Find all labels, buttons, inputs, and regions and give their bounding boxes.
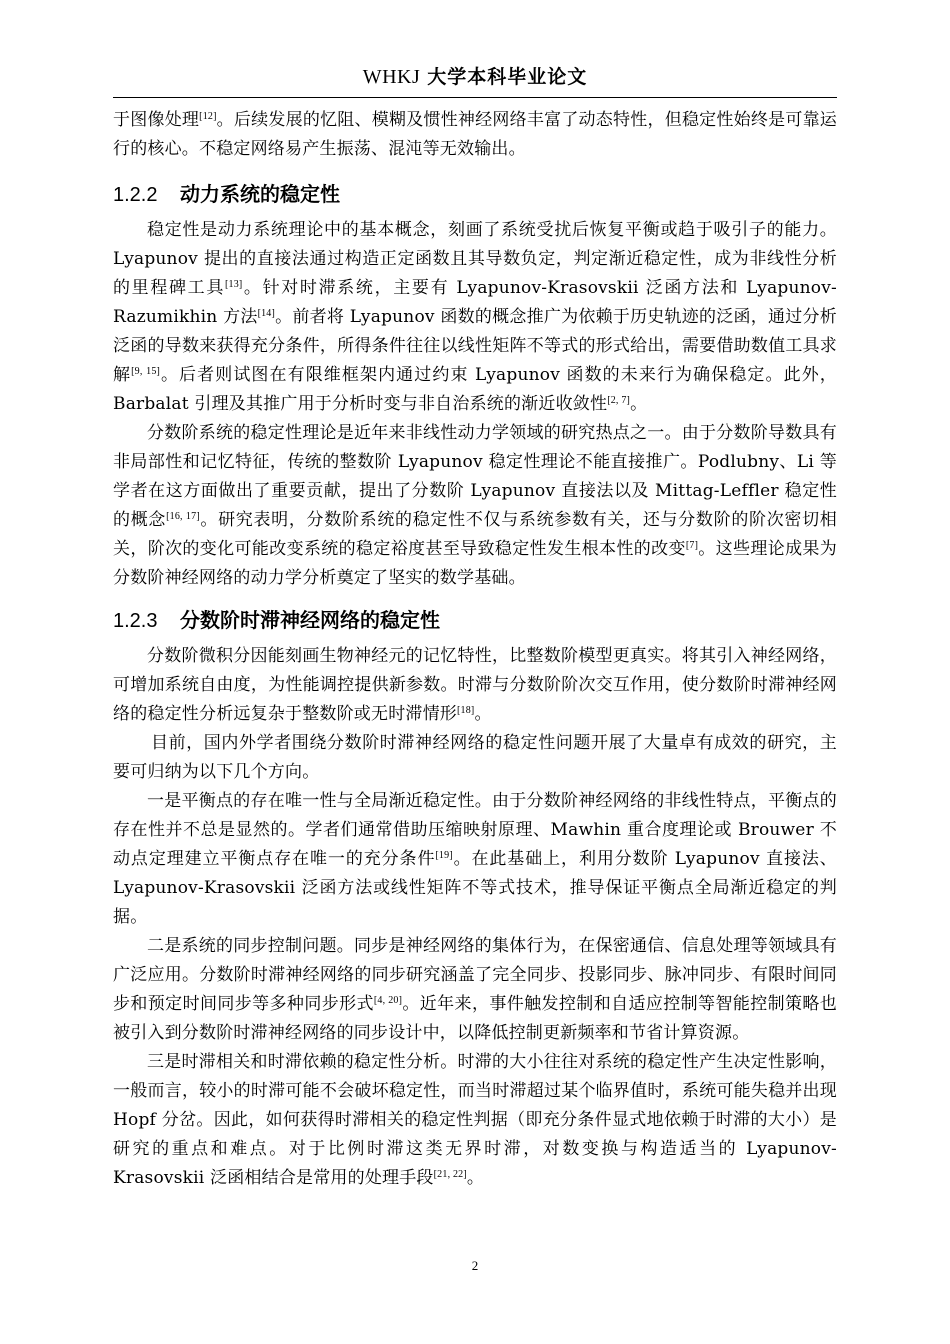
text-run: 分数阶微积分因能刻画生物神经元的记忆特性，比整数阶模型更真实。将其引入神经网络，可增加系统自由度，为性能调控提供新参数。时滞与分数阶阶次交互作用，使分数阶时滞神经网络的稳定性分析远复杂于整数阶或无时滞情形 [113,646,837,724]
header-title: 大学本科毕业论文 [427,66,588,88]
paragraph-fractional-calculus [113,642,837,729]
section-number: 1.2.3 [113,610,158,632]
text-run: 目前，国内外学者围绕分数阶时滞神经网络的稳定性问题开展了大量卓有成效的研究，主要可归纳为以下几个方向。 [113,733,837,782]
paragraph-stability-concept [113,216,837,419]
header-rule [113,97,837,98]
citation: [9, 15] [131,366,161,377]
paragraph-research-directions [113,729,837,787]
text-run: 。 [466,1168,485,1188]
text-run: 。研究表明，分数阶系统的稳定性不仅与系统参数有关，还与分数阶的阶次密切相关，阶次的变化可能改变系统的稳定裕度甚至导致稳定性发生根本性的改变 [113,510,838,559]
paragraph-direction-two [113,932,837,1048]
section-number: 1.2.2 [113,184,158,206]
text-run: 一是平衡点的存在唯一性与全局渐近稳定性。由于分数阶神经网络的非线性特点，平衡点的存在性并不总是显然的。学者们通常借助压缩映射原理、Mawhin 重合度理论或 Brouwer 不动点定理建立平衡点存在唯一的充分条件 [113,791,837,869]
section-heading-1-2-2 [113,179,837,210]
text-run: 。近年来，事件触发控制和自适应控制等智能控制策略也被引入到分数阶时滞神经网络的同步设计中，以降低控制更新频率和节省计算资源。 [113,994,838,1043]
text-run: 稳定性是动力系统理论中的基本概念，刻画了系统受扰后恢复平衡或趋于吸引子的能力。Lyapunov 提出的直接法通过构造正定函数且其导数负定，判定渐近稳定性，成为非线性分析的里程碑工具 [113,220,837,298]
header-latin: WHKJ [362,66,421,88]
citation: [21, 22] [433,1169,467,1180]
citation: [13] [225,279,243,290]
citation: [19] [435,850,453,861]
text-run: 。 [474,704,492,724]
paragraph-direction-one [113,787,837,932]
citation: [14] [257,308,276,319]
text-run: 。前者将 Lyapunov 函数的概念推广为依赖于历史轨迹的泛函，通过分析泛函的导数来获得充分条件，所得条件往往以线性矩阵不等式的形式给出，需要借助数值工具求解 [113,307,837,385]
running-header [113,64,837,90]
citation: [16, 17] [166,511,200,522]
citation: [2, 7] [607,395,631,406]
section-heading-1-2-3 [113,605,837,636]
text-run: 三是时滞相关和时滞依赖的稳定性分析。时滞的大小往往对系统的稳定性产生决定性影响，一般而言，较小的时滞可能不会破坏稳定性，而当时滞超过某个临界值时，系统可能失稳并出现 Hopf 分岔。因此，如何获得时滞相关的稳定性判据（即充分条件显式地依赖于时滞的大小）是研究的重点和难点。对于比例时滞这类无界时滞，对数变换与构造适当的 Lyapunov-Krasovskii 泛函相结合是常用的处理手段 [113,1052,837,1188]
text-run: 。后者则试图在有限维框架内通过约束 Lyapunov 函数的未来行为确保稳定。此外，Barbalat 引理及其推广用于分析时变与非自治系统的渐近收敛性 [113,365,838,414]
paragraph-direction-three [113,1048,837,1193]
citation: [18] [457,705,475,716]
citation: [4, 20] [373,995,403,1006]
citation: [12] [199,111,217,122]
text-run: 。这些理论成果为分数阶神经网络的动力学分析奠定了坚实的数学基础。 [113,539,837,588]
text-run: 于图像处理 [113,110,200,130]
text-run: 。在此基础上，利用分数阶 Lyapunov 直接法、Lyapunov-Krasovskii 泛函方法或线性矩阵不等式技术，推导保证平衡点全局渐近稳定的判据。 [113,849,837,927]
text-run: 二是系统的同步控制问题。同步是神经网络的集体行为，在保密通信、信息处理等领域具有广泛应用。分数阶时滞神经网络的同步研究涵盖了完全同步、投影同步、脉冲同步、有限时间同步和预定时间同步等多种同步形式 [113,936,837,1014]
text-run: 分数阶系统的稳定性理论是近年来非线性动力学领域的研究热点之一。由于分数阶导数具有非局部性和记忆特征，传统的整数阶 Lyapunov 稳定性理论不能直接推广。Podlubny、Li 等学者在这方面做出了重要贡献，提出了分数阶 Lyapunov 直接法以及 Mittag-Leffler 稳定性的概念 [113,423,837,530]
text-run: 。 [630,394,648,414]
body-text [113,106,837,1193]
page-number: 2 [471,1258,479,1273]
text-run: 。针对时滞系统，主要有 Lyapunov-Krasovskii 泛函方法和 Lyapunov-Razumikhin 方法 [113,278,837,327]
text-run: 。后续发展的忆阻、模糊及惯性神经网络丰富了动态特性，但稳定性始终是可靠运行的核心。不稳定网络易产生振荡、混沌等无效输出。 [113,110,838,159]
section-title: 动力系统的稳定性 [180,182,340,206]
intro-paragraph [113,106,837,164]
section-title: 分数阶时滞神经网络的稳定性 [180,608,440,632]
paragraph-fractional-stability [113,419,837,593]
citation: [7] [685,540,699,551]
